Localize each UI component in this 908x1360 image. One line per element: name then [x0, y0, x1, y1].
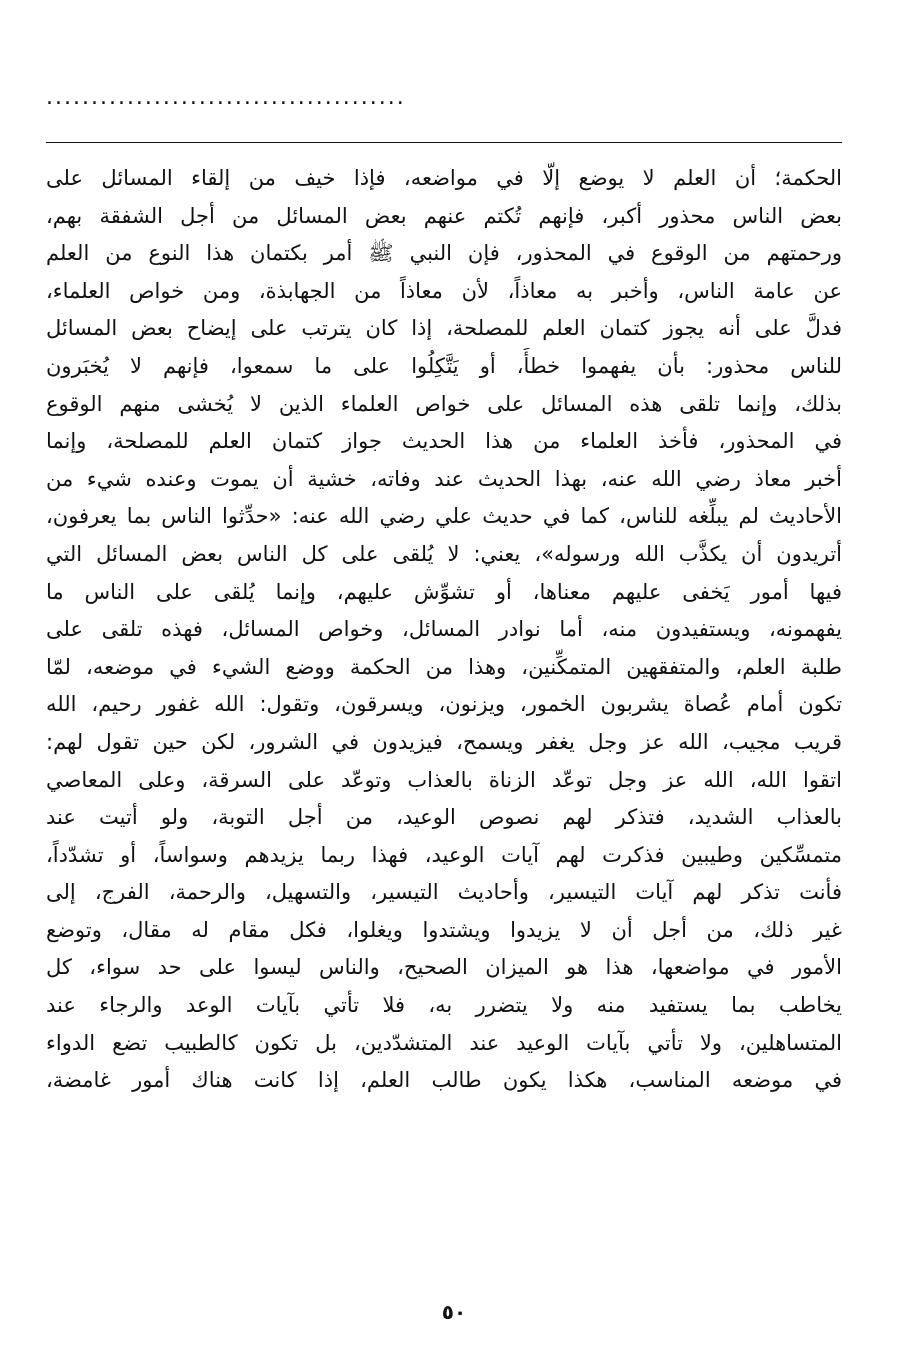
text-line: فدلَّ على أنه يجوز كتمان العلم للمصلحة، إذا كان يترتب على إيضاح بعض المسائل [46, 316, 842, 341]
text-line: قريب مجيب، الله عز وجل يغفر ويسمح، فيزيدون في الشرور، لكن حين تقول لهم: [46, 729, 842, 754]
text-line: عن عامة الناس، وأخبر به معاذاً، لأن معاذاً من الجهابذة، ومن خواص العلماء، [46, 278, 842, 303]
text-line: تكون أمام عُصاة يشربون الخمور، ويزنون، ويسرقون، وتقول: الله غفور رحيم، الله [46, 692, 842, 717]
text-line: المتساهلين، ولا تأتي بآيات الوعيد عند المتشدّدين، بل تكون كالطبيب تضع الدواء [46, 1030, 842, 1055]
text-line: في المحذور، فأخذ العلماء من هذا الحديث جواز كتمان العلم للمصلحة، وإنما [46, 429, 842, 454]
text-line: أتريدون أن يكذَّب الله ورسوله»، يعني: لا يُلقى على كل الناس بعض المسائل التي [46, 541, 842, 566]
text-line: متمسِّكين وطيبين فذكرت لهم آيات الوعيد، فهذا ربما يزيدهم وسواساً، أو تشدّداً، [46, 842, 842, 867]
text-line: الأمور في مواضعها، هذا هو الميزان الصحيح، والناس ليسوا على حد سواء، كل [46, 955, 842, 980]
header-dotted-line: ........................................ [46, 88, 406, 108]
text-line: يفهمونه، ويستفيدون منه، أما نوادر المسائل، وخواص المسائل، فهذه تلقى على [46, 617, 842, 642]
page-number: ٥٠ [441, 1300, 467, 1324]
text-line: يخاطب بما يستفيد منه ولا يتضرر به، فلا تأتي بآيات الوعد والرجاء عند [46, 993, 842, 1018]
text-line: اتقوا الله، الله عز وجل توعّد الزناة بالعذاب وتوعّد على السرقة، وعلى المعاصي [46, 767, 842, 792]
text-line: بالعذاب الشديد، فتذكر لهم نصوص الوعيد، من أجل التوبة، ولو أتيت عند [46, 805, 842, 830]
text-line: غير ذلك، من أجل أن لا يزيدوا ويشتدوا ويغلوا، فكل مقام له مقال، وتوضع [46, 917, 842, 942]
text-line: أخبر معاذ رضي الله عنه، بهذا الحديث عند وفاته، خشية أن يموت وعنده شيء من [46, 466, 842, 491]
text-line: طلبة العلم، والمتفقهين المتمكِّنين، وهذا من الحكمة ووضع الشيء في موضعه، لمّا [46, 654, 842, 679]
text-line: فأنت تذكر لهم آيات التيسير، وأحاديث التيسير، والتسهيل، والرحمة، الفرج، إلى [46, 880, 842, 905]
text-line: في موضعه المناسب، هكذا يكون طالب العلم، إذا كانت هناك أمور غامضة، [46, 1068, 842, 1093]
text-line: الحكمة؛ أن العلم لا يوضع إلّا في مواضعه، فإذا خيف من إلقاء المسائل على [46, 166, 842, 190]
text-line: بذلك، وإنما تلقى هذه المسائل على خواص العلماء الذين لا يُخشى منهم الوقوع [46, 391, 842, 416]
header-rule [46, 142, 842, 143]
page-body-text [46, 160, 842, 1100]
text-line: ورحمتهم من الوقوع في المحذور، فإن النبي ﷺ أمر بكتمان هذا النوع من العلم [46, 241, 842, 266]
text-line: فيها أمور يَخفى عليهم معناها، أو تشوِّش عليهم، وإنما يُلقى على الناس ما [46, 579, 842, 604]
text-line: الأحاديث لم يبلِّغه للناس، كما في حديث علي رضي الله عنه: «حدِّثوا الناس بما يعرفون، [46, 504, 842, 529]
text-line: للناس محذور: بأن يفهموا خطأً، أو يَتَّكِلُوا على ما سمعوا، فإنهم لا يُخبَرون [46, 353, 842, 378]
text-line: بعض الناس محذور أكبر، فإنهم تُكتم عنهم بعض المسائل من أجل الشفقة بهم، [46, 203, 842, 228]
